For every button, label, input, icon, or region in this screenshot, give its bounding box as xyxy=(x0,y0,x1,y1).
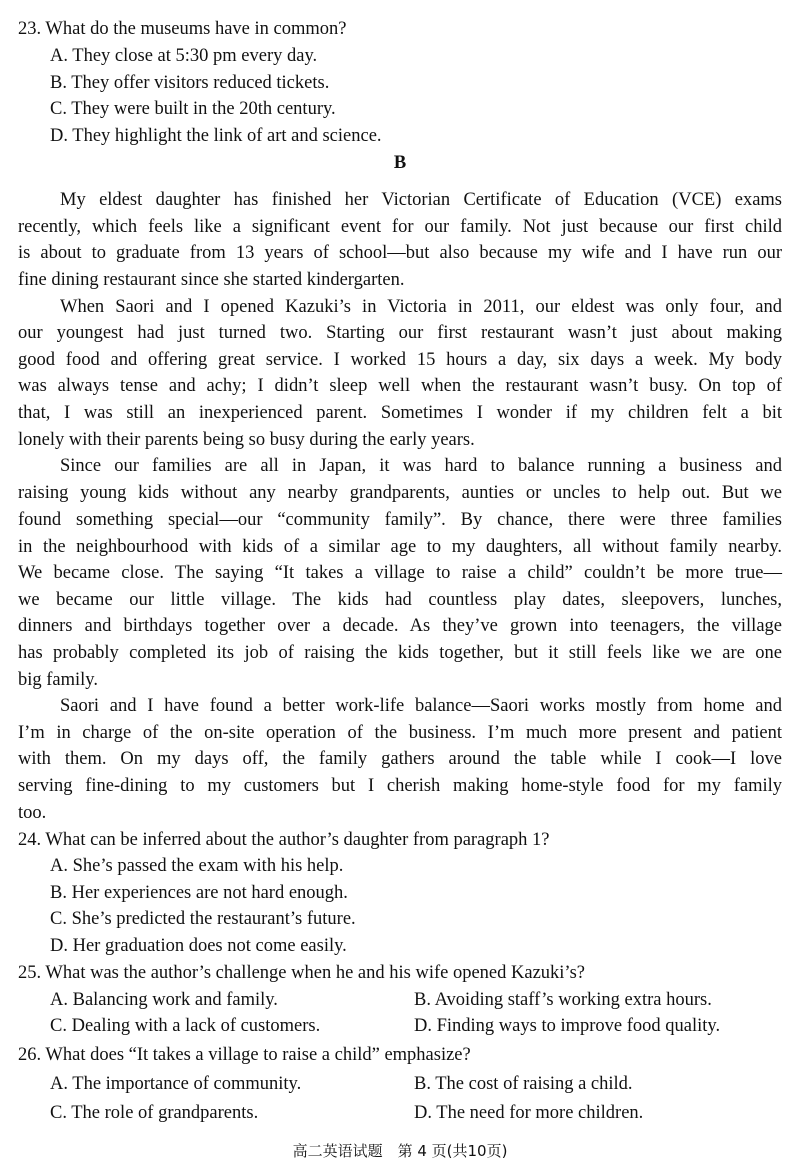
q24-option-b: B. Her experiences are not hard enough. xyxy=(50,883,348,903)
q24-option-a: A. She’s passed the exam with his help. xyxy=(50,856,344,876)
q25-option-b: B. Avoiding staff’s working extra hours. xyxy=(414,990,712,1010)
passage-line: dinners and birthdays together over a decade. As they’ve grown into teenagers, the village xyxy=(18,616,782,636)
question-25: 25. What was the author’s challenge when he and his wife opened Kazuki’s? xyxy=(18,963,585,983)
q26-option-a: A. The importance of community. xyxy=(50,1074,302,1094)
passage-line: When Saori and I opened Kazuki’s in Victoria in 2011, our eldest was only four, and xyxy=(60,297,782,317)
passage-line: We became close. The saying “It takes a village to raise a child” couldn’t be more true— xyxy=(18,563,782,583)
section-heading-b: B xyxy=(393,153,407,173)
question-23: 23. What do the museums have in common? xyxy=(18,19,347,39)
q23-option-d: D. They highlight the link of art and science. xyxy=(50,126,382,146)
passage-line: serving fine-dining to my customers but I cherish making home-style food for my family xyxy=(18,776,782,796)
page-footer: 高二英语试题 第 4 页(共10页) xyxy=(292,1142,508,1160)
passage-line: Since our families are all in Japan, it was hard to balance running a business and xyxy=(60,456,782,476)
q26-option-d: D. The need for more children. xyxy=(414,1103,644,1123)
q26-option-b: B. The cost of raising a child. xyxy=(414,1074,633,1094)
passage-line: that, I was still an inexperienced parent. Sometimes I wonder if my children felt a bit xyxy=(18,403,782,423)
passage-line: with them. On my days off, the family gathers around the table while I cook—I love xyxy=(18,749,782,769)
passage-line: we became our little village. The kids had countless play dates, sleepovers, lunches, xyxy=(18,590,782,610)
passage-line: in the neighbourhood with kids of a similar age to my daughters, all without family nearby. xyxy=(18,537,782,557)
q23-option-c: C. They were built in the 20th century. xyxy=(50,99,336,119)
passage-line: lonely with their parents being so busy during the early years. xyxy=(18,430,475,450)
q24-option-d: D. Her graduation does not come easily. xyxy=(50,936,347,956)
q23-option-a: A. They close at 5:30 pm every day. xyxy=(50,46,318,66)
passage-line: raising young kids without any nearby grandparents, aunties or uncles to help out. But we xyxy=(18,483,782,503)
passage-line: our youngest had just turned two. Starting our first restaurant wasn’t just about making xyxy=(18,323,782,343)
passage-line: is about to graduate from 13 years of school—but also because my wife and I have run our xyxy=(18,243,782,263)
passage-line: good food and offering great service. I worked 15 hours a day, six days a week. My body xyxy=(18,350,782,370)
q25-option-d: D. Finding ways to improve food quality. xyxy=(414,1016,721,1036)
q25-option-a: A. Balancing work and family. xyxy=(50,990,278,1010)
passage-line: fine dining restaurant since she started kindergarten. xyxy=(18,270,405,290)
question-26: 26. What does “It takes a village to raise a child” emphasize? xyxy=(18,1045,471,1065)
passage-line: was always tense and achy; I didn’t sleep well when the restaurant wasn’t busy. On top of xyxy=(18,376,782,396)
passage-line: has probably completed its job of raising the kids together, but it still feels like we are one xyxy=(18,643,782,663)
question-24: 24. What can be inferred about the author’s daughter from paragraph 1? xyxy=(18,830,550,850)
q24-option-c: C. She’s predicted the restaurant’s future. xyxy=(50,909,356,929)
passage-line: Saori and I have found a better work-life balance—Saori works mostly from home and xyxy=(60,696,782,716)
q23-option-b: B. They offer visitors reduced tickets. xyxy=(50,73,330,93)
passage-line: recently, which feels like a significant event for our family. Not just because our first child xyxy=(18,217,782,237)
passage-line: My eldest daughter has finished her Victorian Certificate of Education (VCE) exams xyxy=(60,190,782,210)
q25-option-c: C. Dealing with a lack of customers. xyxy=(50,1016,321,1036)
passage-line: I’m in charge of the on-site operation of the business. I’m much more present and patient xyxy=(18,723,782,743)
passage-line: too. xyxy=(18,803,47,823)
passage-line: big family. xyxy=(18,670,98,690)
q26-option-c: C. The role of grandparents. xyxy=(50,1103,259,1123)
passage-line: found something special—our “community family”. By chance, there were three families xyxy=(18,510,782,530)
